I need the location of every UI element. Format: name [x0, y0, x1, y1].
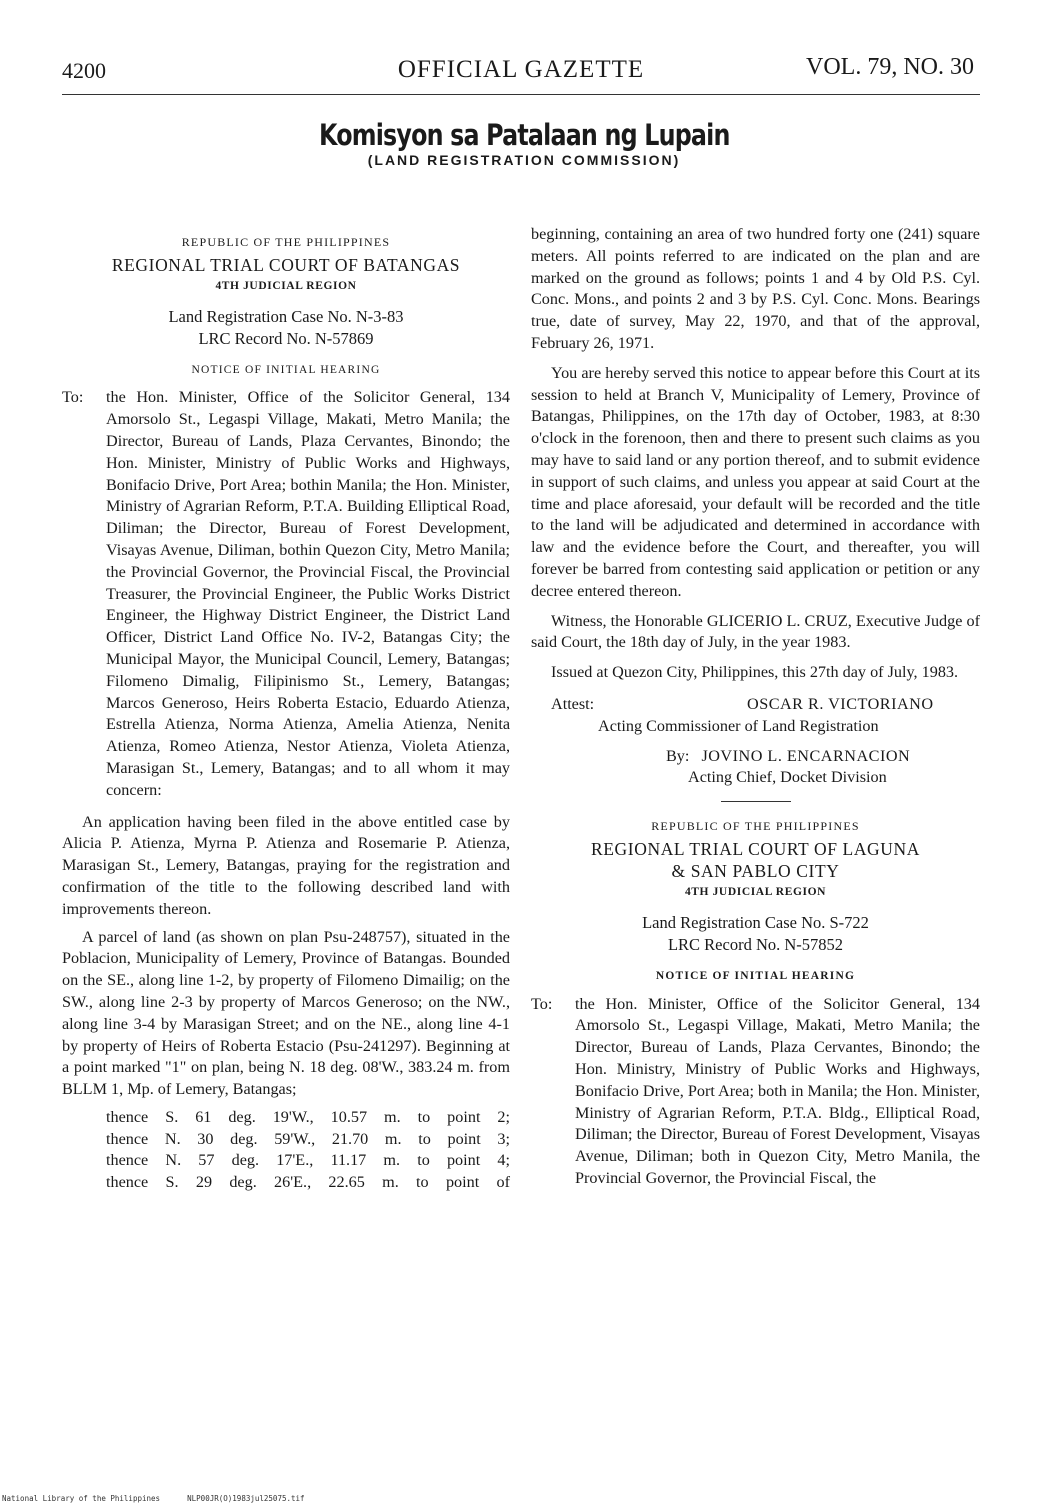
notice2-republic: REPUBLIC OF THE PHILIPPINES: [651, 819, 860, 834]
attest-label: Attest:: [551, 694, 595, 713]
right-column: [531, 224, 980, 1190]
notice2-court-line2: & SAN PABLO CITY: [671, 860, 840, 881]
commission-subtitle: (LAND REGISTRATION COMMISSION): [367, 152, 681, 168]
thence-line: thence N. 57 deg. 17'E., 11.17 m. to point 4;: [106, 1151, 510, 1170]
notice1-court: REGIONAL TRIAL COURT OF BATANGAS: [111, 254, 461, 275]
notice1-witness: Witness, the Honorable GLICERIO L. CRUZ, Executive Judge of said Court, the 18th day of July, in the year 1983.: [531, 611, 980, 652]
notice2-lrc-record: LRC Record No. N-57852: [667, 934, 844, 954]
thence-line: thence N. 30 deg. 59'W., 21.70 m. to point 3;: [106, 1129, 510, 1148]
by-title: Acting Chief, Docket Division: [688, 768, 887, 787]
by-name: JOVINO L. ENCARNACION: [701, 746, 911, 765]
notice1-to-label: To:: [62, 388, 84, 407]
volume-number: VOL. 79, NO. 30: [806, 54, 974, 80]
page-number: 4200: [62, 58, 106, 83]
attest-block: [531, 694, 980, 716]
notice1-issued: Issued at Quezon City, Philippines, this 27th day of July, 1983.: [551, 663, 959, 682]
commission-title: Komisyon sa Patalaan ng Lupain: [318, 118, 730, 152]
notice2-to-text: the Hon. Minister, Office of the Solicitor General, 134 Amorsolo St., Legaspi Village, Makati, Metro Manila; the Director, Bureau of Lands, Plaza Cervantes, Binondo; the Hon. Ministry, Ministry of Public Works and Highways, Bonifacio Drive, Port Area; both in Manila; the Hon. Minister, Ministry of Agrarian Reform, P.T.A. Bldg., Elliptical Road, Diliman; the Director, Bureau of Forest Development, Visayas Avenue, Diliman; both in Quezon City, Metro Manila, the Provincial Governor, the Provincial Fiscal, the: [575, 994, 980, 1187]
notice2-court-line1: REGIONAL TRIAL COURT OF LAGUNA: [590, 838, 921, 859]
notice2-title: NOTICE OF INITIAL HEARING: [655, 969, 856, 982]
notice1-served: You are hereby served this notice to appear before this Court at its session to held at Branch V, Municipality of Lemery, Province of Batangas, Philippines, on the 17th day of October, 1983, at 8:30 o'clock in the forenoon, then and there to present such claims as you may have to said land or any portion thereof, and to submit evidence in support of such claims, and unless you appear at said Court at the time and place aforesaid, your default will be recorded and the title to the land will be adjudicated and determined in accordance with law and the evidence before the Court, and thereafter, you will forever be barred from contesting said application or petition or any decree entered thereon.: [531, 363, 980, 600]
notice2-addressees: [531, 994, 980, 1190]
notice2-case-number: Land Registration Case No. S-722: [642, 912, 869, 932]
notice1-case-number: Land Registration Case No. N-3-83: [168, 306, 404, 326]
notice1-region: 4TH JUDICIAL REGION: [215, 279, 357, 292]
notice1-beginning: beginning, containing an area of two hundred forty one (241) square meters. All points referred to are indicated on the plan and are marked on the ground as follows; points 1 and 4 by Old P.S. Cyl. Conc. Mons., and points 2 and 3 by P.S. Cyl. Conc. Mons. Bearings true, date of survey, May 22, 1970, and that of the approval, February 26, 1971.: [531, 225, 980, 352]
notice1-thence-list: [62, 1107, 510, 1194]
notice1-republic: REPUBLIC OF THE PHILIPPINES: [181, 235, 391, 249]
publication-title: OFFICIAL GAZETTE: [397, 56, 645, 83]
section-divider: [721, 801, 791, 802]
notice2-region: 4TH JUDICIAL REGION: [684, 885, 827, 898]
page-header: [62, 54, 980, 95]
thence-line: thence S. 29 deg. 26'E., 22.65 m. to point of: [106, 1173, 510, 1192]
left-column: [62, 224, 510, 1194]
notice1-application: An application having been filed in the above entitled case by Alicia P. Atienza, Myrna P. Atienza and Rosemarie P. Atienza, Marasigan St., Lemery, Batangas, praying for the registration and confirmation of the title to the following described land with improvements thereon.: [62, 812, 510, 918]
by-block: [531, 746, 980, 768]
section-heading: [0, 118, 1048, 168]
attest-name: OSCAR R. VICTORIANO: [747, 694, 934, 713]
notice1-parcel: A parcel of land (as shown on plan Psu-248757), situated in the Poblacion, Municipality of Lemery, Province of Batangas. Bounded on the SE., along line 1-2, by property of Filomeno Dimailig; on the SW., along line 2-3 by property of Marcos Generoso; on the NW., along line 3-4 by Marasigan Street; and on the NE., along line 4-1 by property of Heirs of Roberta Estacio (Psu-241297). Beginning at a point marked "1" on plan, being N. 18 deg. 08'W., 383.24 m. from BLLM 1, Mp. of Lemery, Batangas;: [62, 927, 510, 1099]
thence-line: thence S. 61 deg. 19'W., 10.57 m. to point 2;: [106, 1107, 510, 1126]
scan-footer: National Library of the Philippines NLP00JR(O)1983jul25075.tif: [2, 1494, 305, 1503]
notice1-title: NOTICE OF INITIAL HEARING: [191, 363, 381, 376]
notice1-lrc-record: LRC Record No. N-57869: [198, 328, 374, 348]
notice1-addressees: [62, 387, 510, 801]
attest-title: Acting Commissioner of Land Registration: [598, 716, 879, 735]
notice1-to-text: the Hon. Minister, Office of the Solicitor General, 134 Amorsolo St., Legaspi Village, Makati, Metro Manila; the Director, Bureau of Lands, Plaza Cervantes, Binondo; the Hon. Minister, Ministry of Public Works and Highways, Bonifacio Drive, Port Area; bothin Manila; the Hon. Minister, Ministry of Agrarian Reform, P.T.A. Building Elliptical Road, Diliman; the Director, Bureau of Forest Development, Visayas Avenue, Diliman, bothin Quezon City, Metro Manila; the Provincial Governor, the Provincial Fiscal, the Provincial Treasurer, the Provincial Engineer, the Public Works District Engineer, the Highway District Engineer, the District Land Officer, District Land Office No. IV-2, Batangas City; the Municipal Mayor, the Municipal Council, Lemery, Batangas; Filomeno Dimalig, Filipinismo St., Lemery, Batangas; Marcos Generoso, Heirs Roberta Estacio, Eduardo Atienza, Estrella Atienza, Norma Atienza, Amelia Atienza, Nenita Atienza, Romeo Atienza, Nestor Atienza, Violeta Atienza, Marasigan St., Lemery, Batangas; and to all whom it may concern:: [106, 388, 510, 799]
by-label: By:: [666, 746, 690, 765]
notice2-to-label: To:: [531, 994, 553, 1013]
